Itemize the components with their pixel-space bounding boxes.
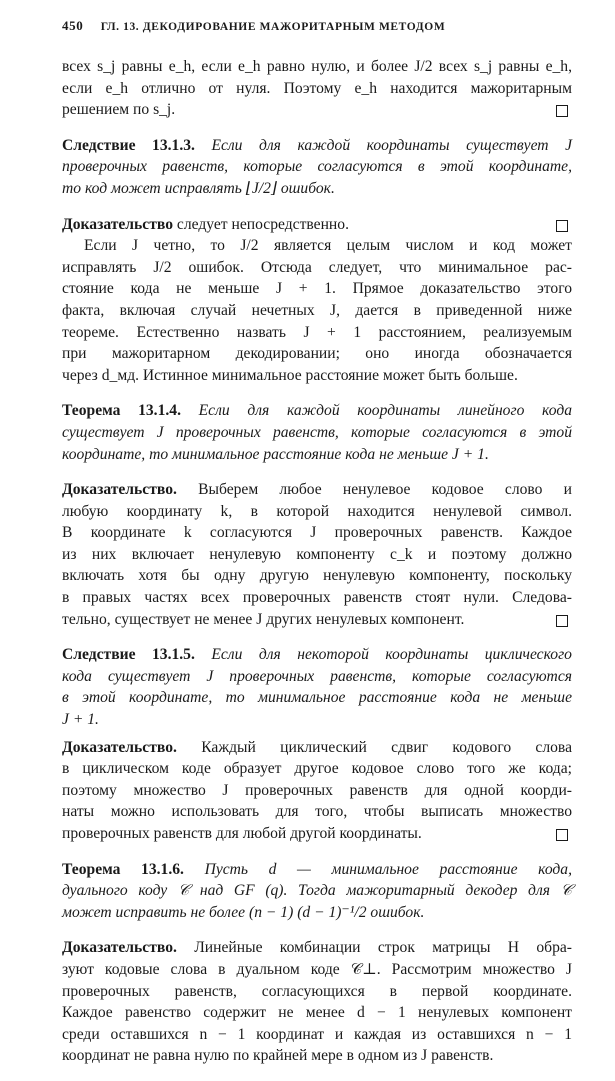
- text-line: всех s_j равны e_h, если e_h равно нулю, и более J/2 всех s_j равны e_h,: [62, 58, 572, 75]
- text-line: факта, включая случай нечетных J, дается в приведенной ниже: [62, 301, 572, 319]
- text-line: Пусть d — минимальное расстояние кода,: [204, 860, 572, 878]
- text-line: в правых частях всех проверочных равенств стоят нули. Следова-: [62, 589, 572, 607]
- qed-square-icon: [556, 829, 568, 841]
- text-line: в этой координате, то минимальное расстояние кода не меньше: [62, 689, 572, 707]
- book-page: [62, 18, 572, 1081]
- text-line: В координате k согласуются J проверочных равенств. Каждое: [62, 524, 572, 542]
- text-line: наты можно использовать для того, чтобы выписать множество: [62, 803, 572, 821]
- text-line: если e_h отлично от нуля. Поэтому e_h находится мажоритарным: [62, 79, 572, 97]
- text-line: проверочных равенств для любой другой координаты.: [62, 825, 422, 842]
- running-title: ГЛ. 13. ДЕКОДИРОВАНИЕ МАЖОРИТАРНЫМ МЕТОДОМ: [100, 21, 446, 33]
- theorem-13-1-6: [62, 859, 572, 924]
- text-line: существует J проверочных равенств, которые согласуются в этой: [62, 423, 572, 441]
- text-line: любую координату k, в которой находится ненулевой символ.: [62, 502, 572, 520]
- running-header: [62, 18, 572, 34]
- proof-label: Доказательство.: [62, 939, 177, 957]
- text-line: в циклическом коде образует другое кодовое слово того же кода;: [62, 760, 572, 778]
- text-line: зуют кодовые слова в дуальном коде 𝒞⊥. Рассмотрим множество J: [62, 960, 572, 978]
- text-line: через d_мд. Истинное минимальное расстояние может быть больше.: [62, 366, 518, 384]
- proof-label: Доказательство.: [62, 738, 177, 756]
- theorem-label: Теорема 13.1.6.: [62, 860, 184, 878]
- corollary-label: Следствие 13.1.3.: [62, 136, 195, 154]
- text-line: может исправить не более (n − 1) (d − 1)⁻¹/2 ошибок.: [62, 903, 425, 921]
- corollary-label: Следствие 13.1.5.: [62, 646, 195, 664]
- text-line: Если J четно, то J/2 является целым числом и код может: [84, 237, 572, 255]
- text-line: то код может исправлять ⌊J/2⌋ ошибок.: [62, 179, 335, 197]
- text-line: координат не равна нулю по крайней мере в одном из J равенств.: [62, 1047, 494, 1065]
- text-line: координате, то минимальное расстояние кода не меньше J + 1.: [62, 445, 489, 463]
- text-line: поэтому множество J проверочных равенств для одной коорди-: [62, 781, 572, 799]
- corollary-13-1-3: [62, 135, 572, 200]
- text-line: Линейные комбинации строк матрицы H обра-: [194, 939, 572, 957]
- text-line: проверочных равенств, согласующихся в первой координате.: [62, 982, 572, 1000]
- proof-label: Доказательство.: [62, 481, 177, 499]
- text-line: проверочных равенств, которые согласуются в этой координате,: [62, 158, 572, 176]
- text-line: дуального коду 𝒞 над GF (q). Тогда мажоритарный декодер для 𝒞: [62, 882, 572, 900]
- qed-square-icon: [556, 615, 568, 627]
- text-line: исправлять J/2 ошибок. Отсюда следует, что минимальное рас-: [62, 258, 572, 276]
- text-line: из них включает ненулевую компоненту c_k и поэтому должно: [62, 545, 572, 563]
- text-line: следует непосредственно.: [176, 215, 349, 233]
- proof-1: [62, 214, 572, 387]
- text-line: тельно, существует не менее J других ненулевых компонент.: [62, 610, 465, 628]
- text-line: Если для каждой координаты существует J: [211, 136, 572, 154]
- text-line: Если для каждой координаты линейного кода: [198, 402, 572, 420]
- text-line: решением по s_j.: [62, 101, 176, 119]
- text-line: J + 1.: [62, 711, 99, 729]
- page-number: 450: [62, 18, 84, 33]
- theorem-13-1-4: [62, 400, 572, 465]
- text-line: теореме. Естественно назвать J + 1 расстоянием, реализуемым: [62, 323, 572, 341]
- qed-square-icon: [556, 220, 568, 232]
- proof-label: Доказательство: [62, 215, 173, 233]
- text-line: стояние кода не меньше J + 1. Прямое доказательство этого: [62, 280, 572, 298]
- text-line: включать хотя бы одну другую ненулевую компоненту, поскольку: [62, 567, 572, 585]
- text-line: Каждый циклический сдвиг кодового слова: [201, 738, 572, 756]
- qed-square-icon: [556, 105, 568, 117]
- corollary-13-1-5: [62, 644, 572, 730]
- text-line: при мажоритарном декодировании; оно иногда обозначается: [62, 345, 572, 363]
- proof-4: [62, 937, 572, 1067]
- text-line: Выберем любое ненулевое кодовое слово и: [198, 481, 572, 499]
- continuation-paragraph: [62, 56, 572, 121]
- text-line: кода существует J проверочных равенств, которые согласуются: [62, 667, 572, 685]
- text-line: Каждое равенство содержит не менее d − 1 ненулевых компонент: [62, 1004, 572, 1022]
- proof-2: [62, 479, 572, 630]
- text-line: среди оставшихся n − 1 координат и каждая из оставшихся n − 1: [62, 1025, 572, 1043]
- proof-3: [62, 737, 572, 845]
- text-line: Если для некоторой координаты циклического: [211, 646, 572, 664]
- theorem-label: Теорема 13.1.4.: [62, 402, 181, 420]
